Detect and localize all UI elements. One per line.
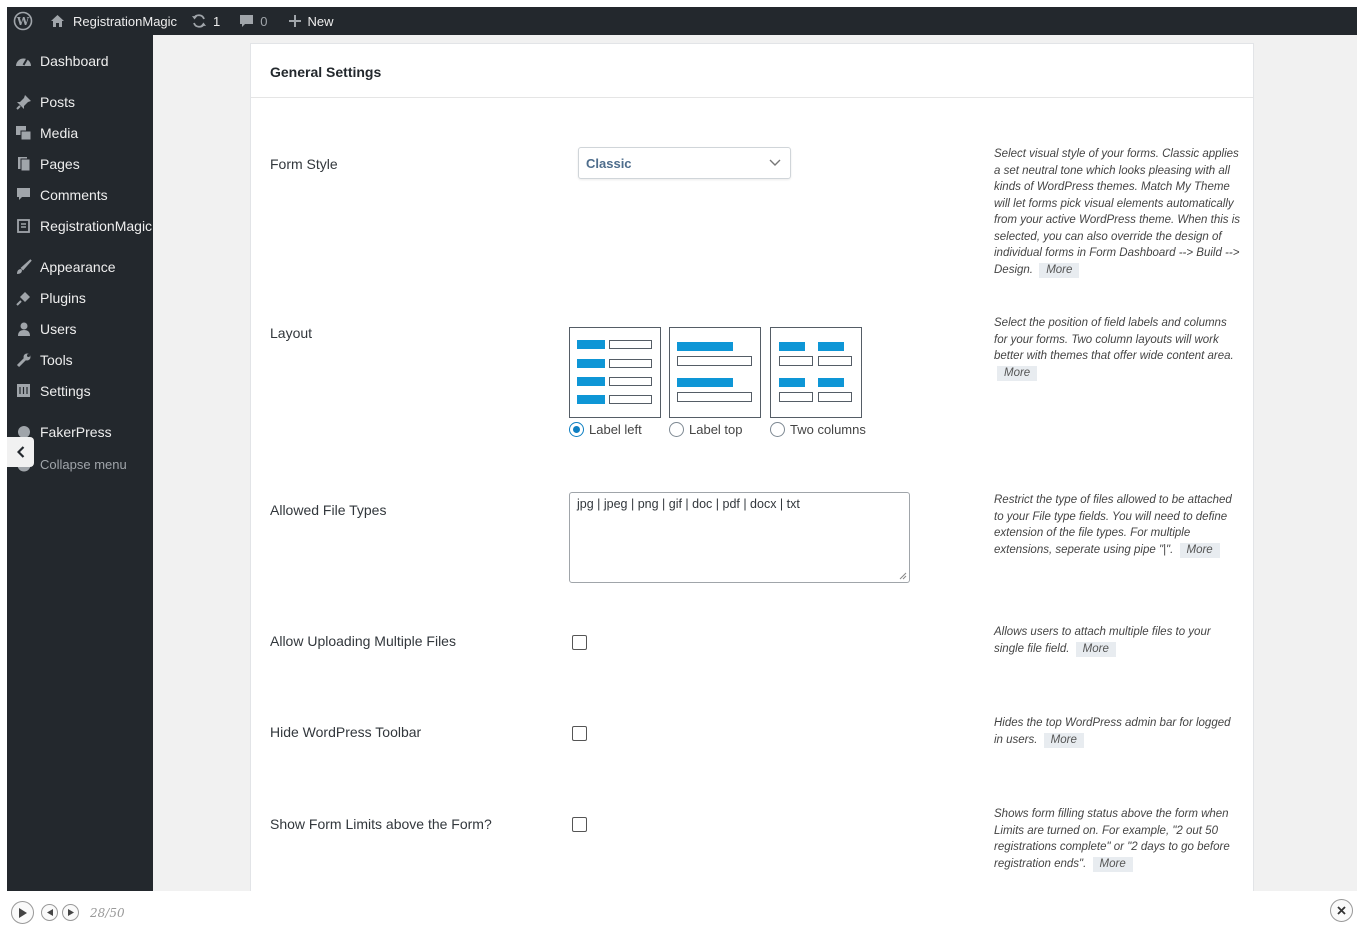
sidebar-item-registrationmagic[interactable] [7,210,153,241]
update-icon [191,13,207,29]
slideshow-player [0,891,1363,938]
new-label: New [307,13,334,29]
sidebar-item-media[interactable] [7,117,153,148]
plugin-icon [7,290,40,306]
layout-description-text: Select the position of field labels and columns for your forms. Two column layouts will work better with themes that offer wide content area. [994,317,1234,362]
form-limits-label: Show Form Limits above the Form? [270,816,492,832]
resize-handle-icon[interactable] [899,572,907,580]
allowed-file-types-label: Allowed File Types [270,502,387,518]
site-name: RegistrationMagic [73,13,178,29]
hide-toolbar-description-text: Hides the top WordPress admin bar for logged in users. [994,717,1231,746]
sidebar-item-posts[interactable] [7,86,153,117]
svg-text:W: W [16,15,30,28]
sidebar-item-label: FakerPress [40,423,112,440]
users-icon [7,321,40,337]
hide-toolbar-description [994,715,1241,748]
sidebar-item-label: Tools [40,351,73,368]
multiple-files-description [994,624,1241,657]
sidebar-item-label: Posts [40,93,76,110]
radio-button[interactable] [669,422,684,437]
form-limits-checkbox[interactable] [572,817,587,832]
site-name-link[interactable] [40,7,184,35]
page-title: General Settings [251,44,1253,98]
close-button[interactable] [1330,899,1353,922]
multiple-files-label: Allow Uploading Multiple Files [270,633,456,649]
sidebar-item-label: Users [40,320,77,337]
updates-count: 1 [213,13,221,29]
more-link[interactable]: More [1180,543,1220,558]
hide-toolbar-checkbox[interactable] [572,726,587,741]
file-types-description [994,492,1241,558]
radio-button[interactable] [569,422,584,437]
updates-link[interactable] [184,7,227,35]
comments-link[interactable] [227,7,274,35]
registrationmagic-icon [7,218,40,234]
allowed-file-types-value: jpg | jpeg | png | gif | doc | pdf | docx | txt [577,497,800,511]
plus-icon [289,15,301,27]
layout-option-two-columns[interactable] [770,327,862,418]
screen-frame [7,7,1357,891]
general-settings-panel [250,43,1254,891]
layout-radio-label-top[interactable] [669,422,743,437]
wordpress-logo-button[interactable] [7,7,40,35]
sidebar-item-settings[interactable] [7,375,153,406]
layout-description [994,315,1241,381]
form-limits-description-text: Shows form filling status above the form when Limits are turned on. For example, "2 out 50 registrations complete" or "2 days to go before registration ends". [994,808,1230,870]
brush-icon [7,259,40,275]
more-link[interactable]: More [1093,857,1133,872]
next-icon [68,909,74,916]
wrench-icon [7,352,40,368]
hide-toolbar-label: Hide WordPress Toolbar [270,724,422,740]
dashboard-icon [7,54,40,68]
sidebar-item-plugins[interactable] [7,282,153,313]
pin-icon [7,94,40,110]
layout-label: Layout [270,325,313,341]
more-link[interactable]: More [1076,642,1116,657]
form-style-description [994,146,1241,278]
sidebar-item-label: Pages [40,155,80,172]
previous-button[interactable] [41,904,58,921]
sidebar-item-label: Plugins [40,289,86,306]
collapse-label: Collapse menu [40,457,127,472]
pages-icon [7,156,40,172]
sidebar-item-tools[interactable] [7,344,153,375]
close-icon [1337,906,1346,915]
sidebar-item-label: Dashboard [40,52,109,69]
form-style-value: Classic [586,156,632,171]
sidebar-item-label: Settings [40,382,91,399]
form-limits-description [994,806,1241,872]
sidebar-item-pages[interactable] [7,148,153,179]
sidebar-item-comments[interactable] [7,179,153,210]
layout-option-label-left[interactable] [569,327,661,418]
form-style-description-text: Select visual style of your forms. Classic applies a set neutral tone which looks pleasing with all kinds of WordPress themes. Match My Theme will let forms pick visual elements automatically from your active WordPress theme. When this is selected, you can also override the design of individual forms in Form Dashboard --> Build --> Design. [994,148,1241,276]
chevron-down-icon [769,159,781,167]
slide-counter: 28/50 [90,906,125,920]
comments-count: 0 [260,13,268,29]
new-content-link[interactable] [275,7,341,35]
chevron-left-icon [17,446,25,458]
file-types-description-text: Restrict the type of files allowed to be attached to your File type fields. You will need to define extension of the file types. For multiple extensions, seperate using pipe "|". [994,494,1232,556]
radio-label: Two columns [790,422,866,437]
allowed-file-types-textarea[interactable] [569,492,910,583]
admin-bar [7,7,1357,35]
admin-sidebar [7,35,153,891]
more-link[interactable]: More [1039,263,1079,278]
sidebar-item-appearance[interactable] [7,251,153,282]
wordpress-icon [13,11,33,31]
media-icon [7,125,40,141]
multiple-files-description-text: Allows users to attach multiple files to your single file field. [994,626,1211,655]
more-link[interactable]: More [997,366,1037,381]
settings-icon [7,383,40,398]
radio-label: Label left [589,422,642,437]
sidebar-item-label: Appearance [40,258,116,275]
comment-icon [239,14,254,29]
comment-icon [7,187,40,202]
sidebar-item-label: RegistrationMagic [40,217,153,234]
more-link[interactable]: More [1044,733,1084,748]
sidebar-item-label: Comments [40,186,108,203]
home-icon [50,14,65,28]
radio-label: Label top [689,422,743,437]
radio-button[interactable] [770,422,785,437]
play-button[interactable] [11,901,34,924]
collapse-toggle-button[interactable] [7,437,34,467]
previous-icon [47,909,53,916]
sidebar-item-users[interactable] [7,313,153,344]
layout-radio-two-columns[interactable] [770,422,866,437]
sidebar-item-dashboard[interactable] [7,45,153,76]
multiple-files-checkbox[interactable] [572,635,587,650]
sidebar-item-label: Media [40,124,79,141]
layout-option-label-top[interactable] [669,327,761,418]
play-icon [18,908,27,918]
form-style-label: Form Style [270,156,338,172]
next-button[interactable] [62,904,79,921]
form-style-select[interactable] [578,147,791,179]
layout-radio-label-left[interactable] [569,422,642,437]
